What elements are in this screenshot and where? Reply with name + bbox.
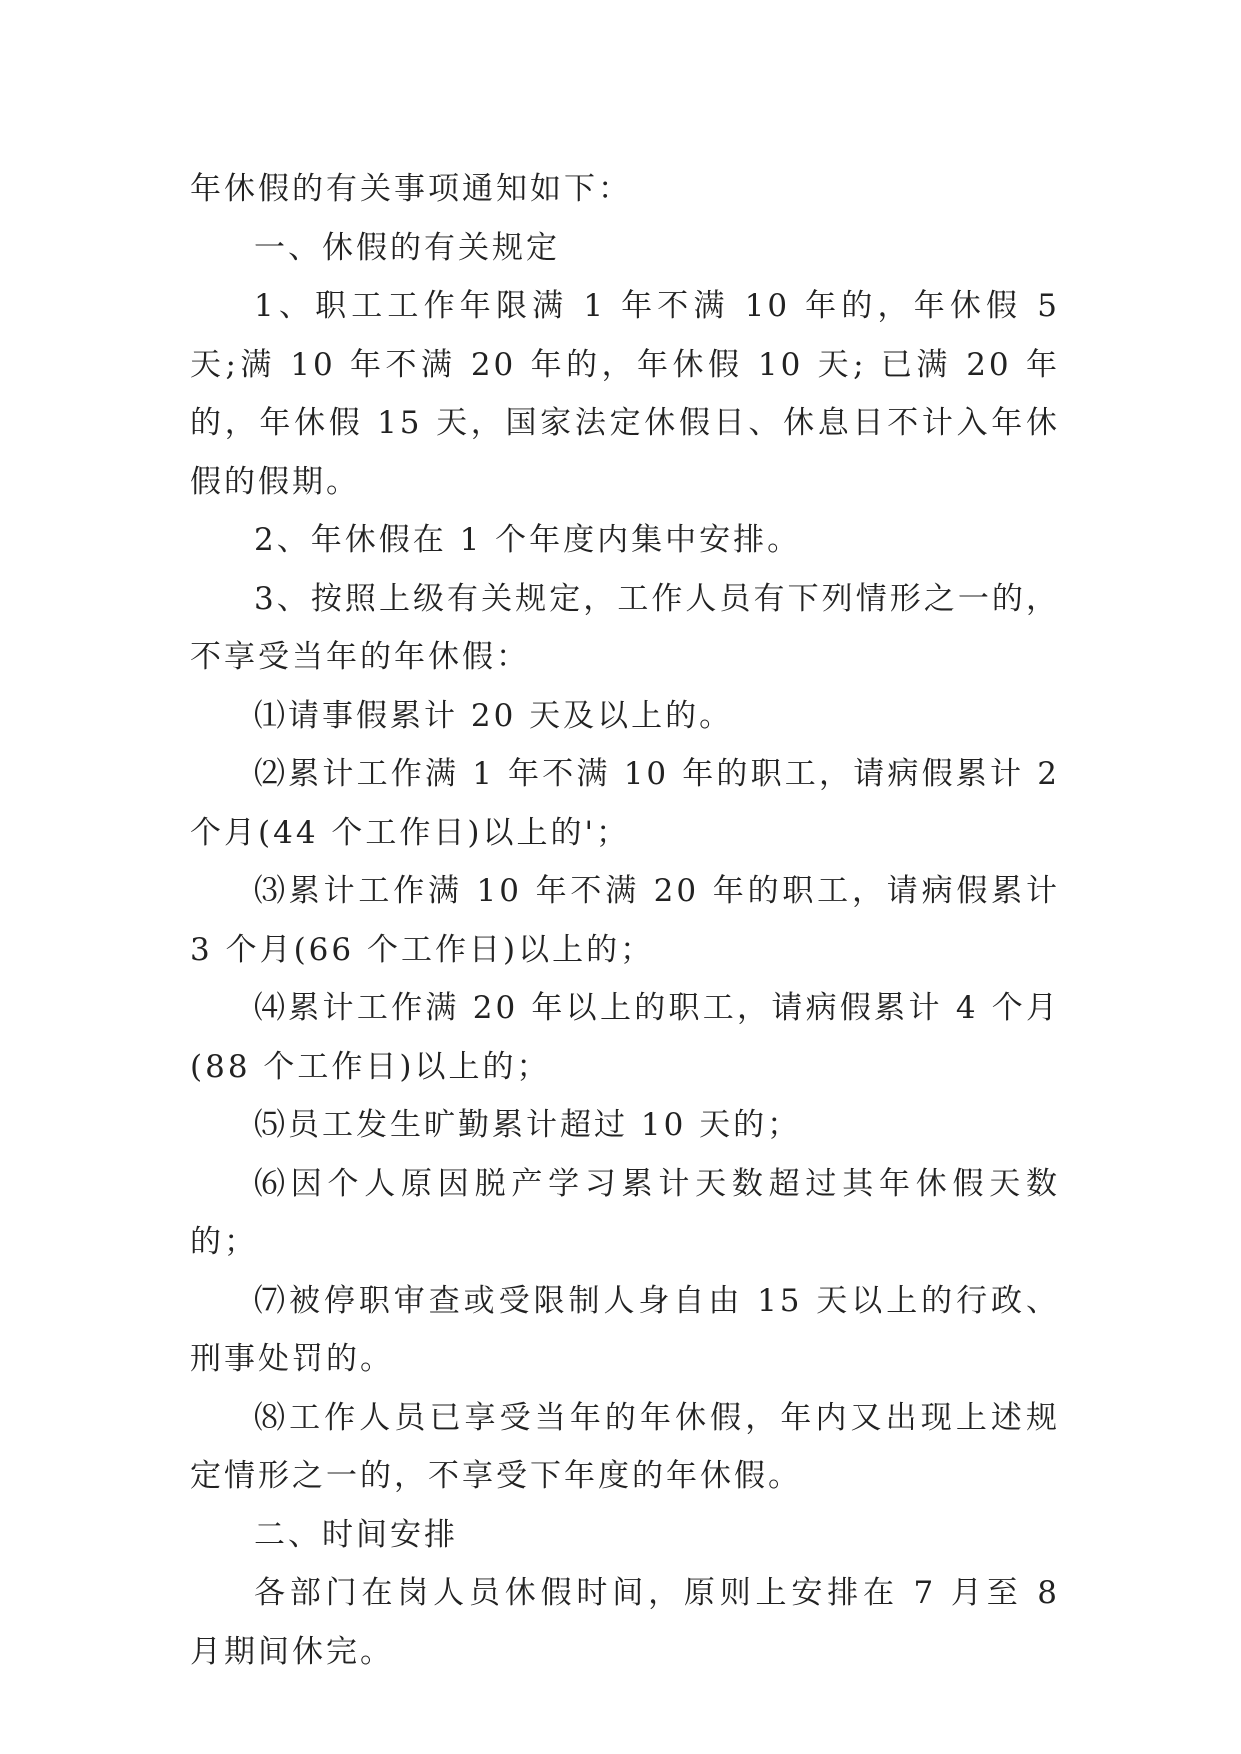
list-item-1: ⑴请事假累计 20 天及以上的。 (254, 697, 734, 734)
section-heading-rules: 一、休假的有关规定 (254, 229, 560, 266)
list-item-6: ⑹因个人原因脱产学习累计天数超过其年休假天数的； (190, 1165, 1060, 1260)
list-item-2: ⑵累计工作满 1 年不满 10 年的职工，请病假累计 2 个月(44 个工作日)以上的'； (190, 756, 1060, 851)
list-item-3: ⑶累计工作满 10 年不满 20 年的职工，请病假累计 3 个月(66 个工作日)以上的； (190, 873, 1060, 968)
list-item-5: ⑸员工发生旷勤累计超过 10 天的； (254, 1107, 802, 1143)
paragraph-rule-1: 1、职工工作年限满 1 年不满 10 年的，年休假 5 天;满 10 年不满 20 年的，年休假 10 天; 已满 20 年的，年休假 15 天，国家法定休假日、休息日不计入年休假的假期。 (190, 288, 1060, 500)
paragraph-intro: 年休假的有关事项通知如下： (190, 171, 632, 207)
list-item-8: ⑻工作人员已享受当年的年休假，年内又出现上述规定情形之一的，不享受下年度的年休假。 (190, 1399, 1060, 1494)
list-item-7: ⑺被停职审查或受限制人身自由 15 天以上的行政、刑事处罚的。 (190, 1282, 1060, 1377)
paragraph-rule-3: 3、按照上级有关规定，工作人员有下列情形之一的，不享受当年的年休假： (190, 580, 1060, 675)
list-item-4: ⑷累计工作满 20 年以上的职工，请病假累计 4 个月(88 个工作日)以上的； (190, 990, 1060, 1085)
paragraph-rule-2: 2、年休假在 1 个年度内集中安排。 (254, 522, 802, 558)
paragraph-schedule: 各部门在岗人员休假时间，原则上安排在 7 月至 8 月期间休完。 (190, 1575, 1060, 1670)
document-body (190, 160, 1060, 1681)
section-heading-schedule: 二、时间安排 (254, 1516, 458, 1553)
